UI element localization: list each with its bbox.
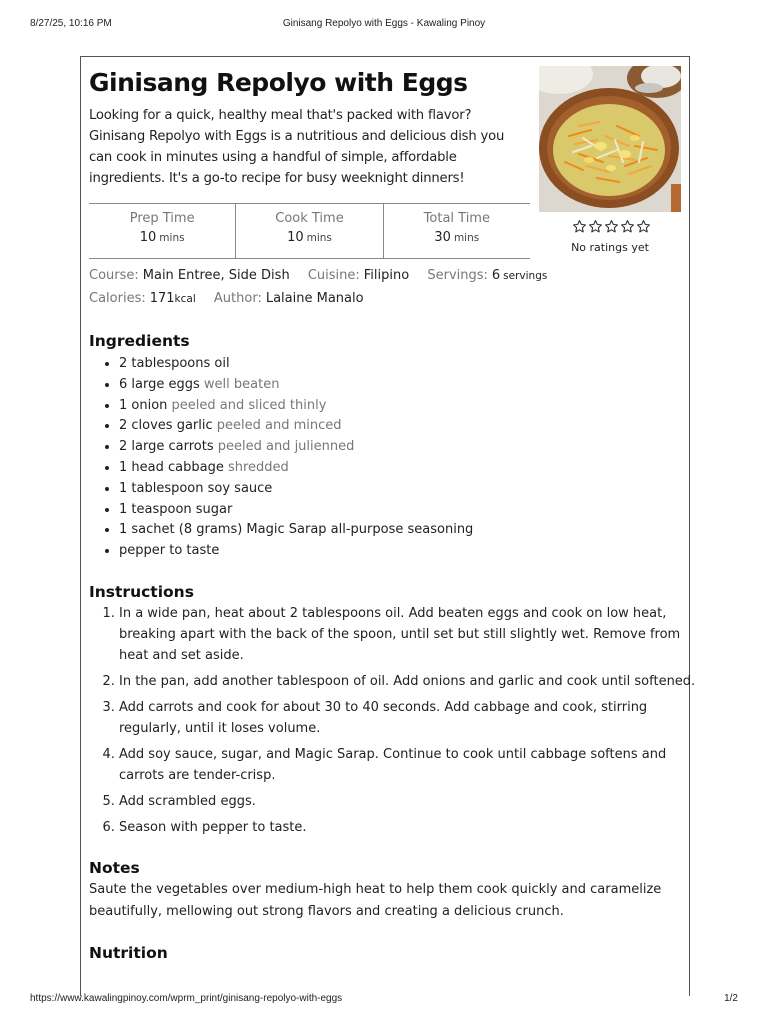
- ingredient-item: • 1 teaspoon sugar: [119, 499, 473, 520]
- instruction-step: 5. Add scrambled eggs.: [119, 791, 713, 812]
- author-value: Lalaine Manalo: [265, 291, 364, 306]
- servings-value[interactable]: 6: [491, 268, 501, 283]
- instruction-step: 4. Add soy sauce, sugar, and Magic Sarap. Continue to cook until cabbage softens and carrots are tender-crisp.: [119, 744, 713, 786]
- nutrition-heading: Nutrition: [89, 944, 168, 962]
- cuisine-label: Cuisine:: [307, 268, 360, 283]
- print-header: [30, 18, 738, 32]
- rating-text: No ratings yet: [571, 241, 649, 254]
- cook-time-label: Cook Time: [275, 211, 344, 226]
- recipe-title: Ginisang Repolyo with Eggs: [89, 68, 468, 97]
- course-value: Main Entree, Side Dish: [142, 268, 290, 283]
- star-outline-icon[interactable]: [588, 219, 603, 234]
- print-footer: [30, 993, 738, 1007]
- star-outline-icon[interactable]: [572, 219, 587, 234]
- ingredient-item: • 1 head cabbage shredded: [119, 457, 473, 478]
- ingredients-list: [89, 353, 473, 561]
- prep-time-value: 10 mins: [139, 230, 185, 245]
- calories-unit: kcal: [174, 293, 196, 305]
- servings-unit: servings: [503, 270, 548, 282]
- instruction-step: 3. Add carrots and cook for about 30 to 40 seconds. Add cabbage and cook, stirring regularly, until it loses volume.: [119, 697, 713, 739]
- star-outline-icon[interactable]: [620, 219, 635, 234]
- star-outline-icon[interactable]: [604, 219, 619, 234]
- instructions-list: [89, 603, 713, 843]
- notes-text: Saute the vegetables over medium-high heat to help them cook quickly and caramelize beautifully, mellowing out strong flavors and creating a delicious crunch.: [89, 882, 662, 919]
- instruction-step: 1. In a wide pan, heat about 2 tablespoons oil. Add beaten eggs and cook on low heat, breaking apart with the back of the spoon, until set but still slightly wet. Remove from heat and set aside.: [119, 603, 713, 666]
- calories-label: Calories:: [89, 291, 146, 306]
- ingredient-item: • 1 sachet (8 grams) Magic Sarap all-purpose seasoning: [119, 519, 473, 540]
- star-outline-icon[interactable]: [636, 219, 651, 234]
- print-page-number: 1/2: [724, 993, 738, 1004]
- ingredient-item: • 2 tablespoons oil: [119, 353, 473, 374]
- recipe-image: [539, 66, 681, 212]
- ingredient-item: • 1 tablespoon soy sauce: [119, 478, 473, 499]
- ingredient-item: • 2 cloves garlic peeled and minced: [119, 415, 473, 436]
- ingredient-item: • 1 onion peeled and sliced thinly: [119, 395, 473, 416]
- recipe-times: [89, 203, 530, 259]
- cook-time: [235, 204, 382, 258]
- ingredients-heading: Ingredients: [89, 332, 190, 350]
- recipe-summary: Looking for a quick, healthy meal that's packed with flavor? Ginisang Repolyo with Eggs is a nutritious and delicious dish you can cook in minutes using a handful of simple, affordable ingredients. It's a go-to recipe for busy weeknight dinners!: [89, 108, 505, 186]
- cuisine-value: Filipino: [363, 268, 410, 283]
- author-label: Author:: [213, 291, 262, 306]
- calories-value: 171: [149, 291, 175, 306]
- ingredient-item: • 2 large carrots peeled and julienned: [119, 436, 473, 457]
- recipe-image-illustration: [539, 66, 681, 212]
- recipe-meta-row-1: [89, 268, 547, 283]
- rating-stars[interactable]: [572, 219, 651, 234]
- ingredient-item: • 6 large eggs well beaten: [119, 374, 473, 395]
- notes-heading: Notes: [89, 859, 140, 877]
- instructions-heading: Instructions: [89, 583, 194, 601]
- total-time-label: Total Time: [423, 211, 490, 226]
- ingredient-item: • pepper to taste: [119, 540, 473, 561]
- total-time-value: 30 mins: [434, 230, 480, 245]
- cook-time-value: 10 mins: [287, 230, 332, 245]
- total-time: [383, 204, 530, 258]
- course-label: Course:: [89, 268, 139, 283]
- print-url[interactable]: https://www.kawalingpinoy.com/wprm_print/ginisang-repolyo-with-eggs: [30, 993, 343, 1004]
- instruction-step: 6. Season with pepper to taste.: [119, 817, 713, 838]
- print-page-title: Ginisang Repolyo with Eggs - Kawaling Pinoy: [282, 18, 486, 29]
- instruction-step: 2. In the pan, add another tablespoon of oil. Add onions and garlic and cook until softened.: [119, 671, 713, 692]
- servings-label: Servings:: [427, 268, 488, 283]
- prep-time: [89, 204, 235, 258]
- print-datetime: 8/27/25, 10:16 PM: [30, 18, 112, 29]
- recipe-meta-row-2: [89, 291, 364, 306]
- prep-time-label: Prep Time: [129, 211, 195, 226]
